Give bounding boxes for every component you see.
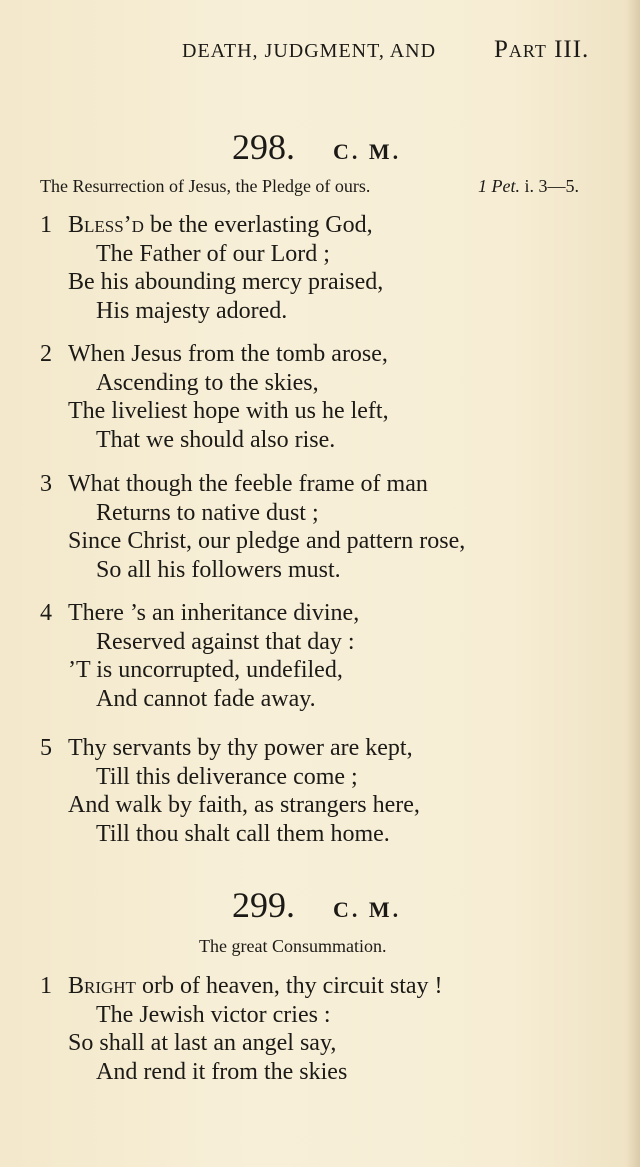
verse-line: There ’s an inheritance divine, — [68, 600, 360, 626]
verse-line: ’T is uncorrupted, undefiled, — [68, 657, 343, 683]
verse-line: Ascending to the skies, — [96, 369, 319, 396]
verse-line: Bless’d be the everlasting God, — [68, 212, 373, 238]
scripture-verses: i. 3—5. — [524, 176, 580, 196]
verse-line: That we should also rise. — [96, 426, 336, 453]
verse-line: Returns to native dust ; — [96, 499, 319, 526]
scripture-reference — [478, 176, 579, 197]
stanza-number: 4 — [40, 600, 52, 626]
verse-line: Since Christ, our pledge and pattern rose, — [68, 528, 466, 554]
stanza-number: 2 — [40, 341, 52, 367]
hymn-subtitle: The great Consummation. — [199, 936, 387, 956]
verse-line: His majesty adored. — [96, 297, 288, 324]
hymn-number: 299. — [232, 885, 295, 925]
verse-line: Till this deliverance come ; — [96, 763, 358, 790]
hymn-heading-299 — [232, 884, 401, 926]
hymn-subtitle: The Resurrection of Jesus, the Pledge of ours. — [40, 176, 371, 196]
verse-line: The Jewish victor cries : — [96, 1001, 331, 1028]
hymn-number: 298. — [232, 127, 295, 167]
stanza-number: 1 — [40, 212, 52, 238]
hymn-meter: C. M. — [333, 139, 402, 164]
verse-line: And cannot fade away. — [96, 685, 316, 712]
running-title: DEATH, JUDGMENT, AND — [182, 40, 437, 62]
verse-line: And rend it from the skies — [96, 1058, 348, 1085]
verse-line: The Father of our Lord ; — [96, 240, 330, 267]
scripture-book: 1 Pet. — [478, 176, 520, 196]
page-edge-shadow — [626, 0, 640, 1167]
verse-line: Reserved against that day : — [96, 628, 355, 655]
verse-line: Thy servants by thy power are kept, — [68, 735, 413, 761]
verse-line: Be his abounding mercy praised, — [68, 269, 384, 295]
stanza-number: 1 — [40, 973, 52, 999]
verse-line: When Jesus from the tomb arose, — [68, 341, 388, 367]
stanza-number: 3 — [40, 471, 52, 497]
verse-line: The liveliest hope with us he left, — [68, 398, 389, 424]
verse-line: And walk by faith, as strangers here, — [68, 792, 420, 818]
verse-line: So shall at last an angel say, — [68, 1030, 337, 1056]
verse-line: Bright orb of heaven, thy circuit stay ! — [68, 973, 443, 999]
part-label: Part III. — [494, 36, 590, 63]
verse-line: So all his followers must. — [96, 556, 341, 583]
verse-line: What though the feeble frame of man — [68, 471, 428, 497]
hymn-heading-298 — [232, 126, 401, 168]
hymn-meter: C. M. — [333, 897, 402, 922]
verse-line: Till thou shalt call them home. — [96, 820, 390, 847]
stanza-number: 5 — [40, 735, 52, 761]
